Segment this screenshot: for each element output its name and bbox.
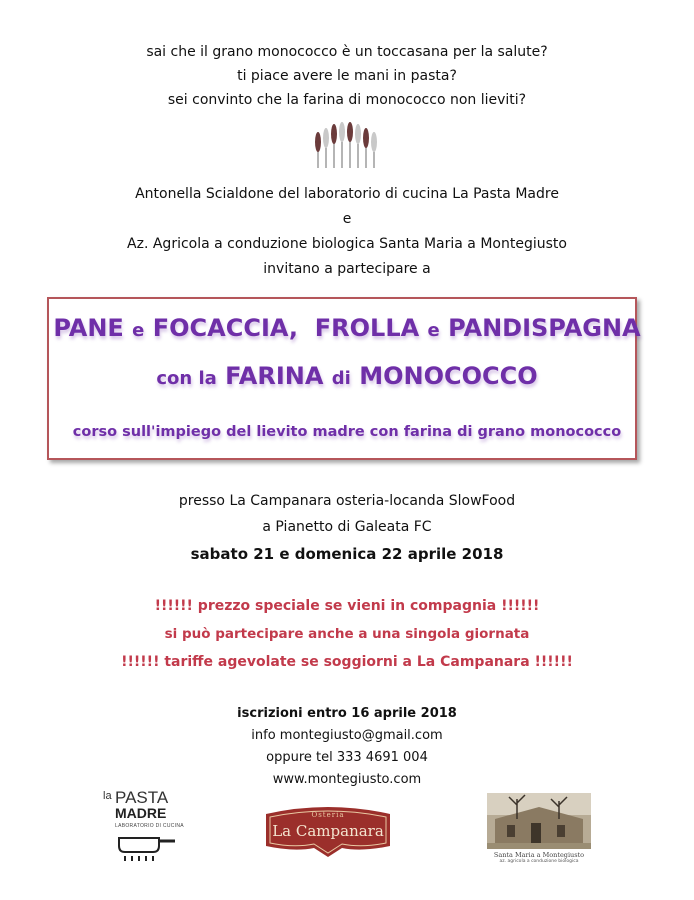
registration-email: info montegiusto@gmail.com: [251, 728, 443, 743]
title-word-pane: PANE: [53, 314, 124, 342]
question-3: sei convinto che la farina di monococco non lieviti?: [167, 92, 527, 108]
campanara-logo: [262, 804, 394, 858]
pasta-madre-tagline: LABORATORIO DI CUCINA: [115, 823, 184, 829]
event-date: sabato 21 e domenica 22 aprile 2018: [190, 545, 504, 563]
title-word-frolla: FROLLA: [314, 314, 420, 342]
pasta-madre-la: la: [103, 790, 112, 802]
wheat-icon: [312, 118, 382, 170]
question-1: sai che il grano monococco è un toccasana per la salute?: [146, 44, 548, 60]
santa-maria-logo: [487, 793, 591, 865]
pasta-madre-madre: MADRE: [115, 805, 167, 821]
pan-icon: [109, 832, 179, 862]
question-2: ti piace avere le mani in pasta?: [237, 68, 457, 84]
pasta-madre-pasta: PASTA: [115, 788, 169, 807]
course-title-line-1: [0, 314, 694, 342]
title-word-focaccia: FOCACCIA,: [152, 314, 299, 342]
farmhouse-photo: [487, 793, 591, 849]
promo-single-day: si può partecipare anche a una singola giornata: [164, 626, 530, 642]
registration-website: www.montegiusto.com: [272, 772, 422, 787]
pasta-madre-logo: [103, 790, 185, 864]
venue-line-2: a Pianetto di Galeata FC: [262, 519, 432, 535]
course-subtitle: corso sull'impiego del lievito madre con farina di grano monococco: [72, 424, 622, 440]
course-title-line-2: [0, 362, 694, 390]
intro-invite: invitano a partecipare a: [263, 261, 431, 277]
title-con-la: con la: [156, 368, 217, 389]
title-conjunction-1: e: [132, 320, 145, 341]
registration-deadline: iscrizioni entro 16 aprile 2018: [237, 706, 457, 721]
title-di: di: [331, 368, 351, 389]
title-word-pandispagna: PANDISPAGNA: [448, 314, 641, 342]
title-conjunction-2: e: [427, 320, 440, 341]
intro-organizer-2: Az. Agricola a conduzione biologica Santa Maria a Montegiusto: [127, 236, 567, 252]
venue-line-1: presso La Campanara osteria-locanda SlowFood: [178, 493, 516, 509]
santa-maria-tagline: az. agricola a conduzione biologica: [499, 859, 579, 864]
intro-conjunction: e: [342, 211, 352, 227]
title-farina: FARINA: [225, 362, 324, 390]
registration-phone: oppure tel 333 4691 004: [266, 750, 428, 765]
intro-organizer-1: Antonella Scialdone del laboratorio di cucina La Pasta Madre: [135, 186, 559, 202]
campanara-name: La Campanara: [272, 822, 384, 840]
promo-stay: !!!!!! tariffe agevolate se soggiorni a La Campanara !!!!!!: [121, 654, 573, 670]
promo-company: !!!!!! prezzo speciale se vieni in compagnia !!!!!!: [154, 598, 540, 614]
campanara-osteria: Osteria: [311, 811, 345, 819]
santa-maria-name: Santa Maria a Montegiusto: [493, 851, 585, 859]
title-monococco: MONOCOCCO: [359, 362, 538, 390]
